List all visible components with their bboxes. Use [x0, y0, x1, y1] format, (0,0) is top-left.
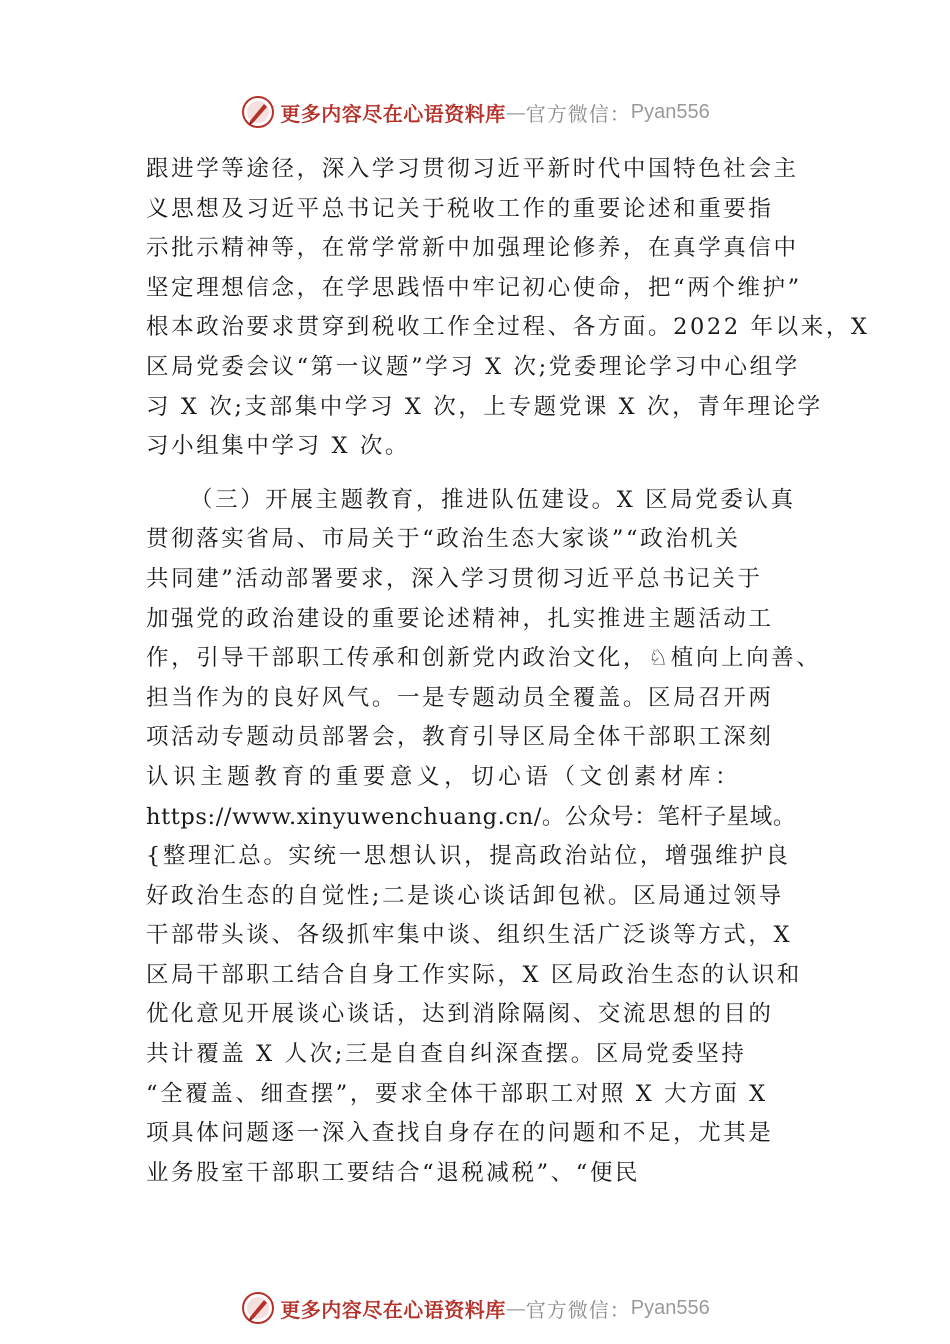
banner-site-text: 更多内容尽在心语资料库	[280, 1297, 506, 1322]
pen-logo-icon	[240, 1290, 276, 1326]
text-line: 业务股室干部职工要结合“退税减税”、“便民	[146, 1159, 641, 1186]
text-line: 区局党委会议“第一议题”学习 X 次;党委理论学习中心组学	[146, 353, 800, 380]
text-line: 作，引导干部职工传承和创新党内政治文化，♘植向上向善、	[146, 645, 822, 672]
document-body	[146, 150, 870, 1193]
paragraph-1	[146, 150, 870, 467]
text-line: 习 X 次;支部集中学习 X 次，上专题党课 X 次，青年理论学	[146, 393, 823, 420]
banner-dash: —	[505, 100, 526, 124]
banner-wechat-id: Pyan556	[630, 1296, 710, 1319]
text-line: 跟进学等途径，深入学习贯彻习近平新时代中国特色社会主	[146, 156, 799, 182]
text-line: 加强党的政治建设的重要论述精神，扎实推进主题活动工	[146, 605, 774, 632]
url-text-line: https://www.xinyuwenchuang.cn/。公众号：笔杆子星域。	[146, 803, 796, 830]
text-line: 示批示精神等，在常学常新中加强理论修养，在真学真信中	[146, 235, 799, 262]
banner-site-text: 更多内容尽在心语资料库	[280, 101, 506, 126]
text-line: 项具体问题逐一深入查找自身存在的问题和不足，尤其是	[146, 1120, 774, 1147]
banner-wechat-label: 官方微信：	[525, 1297, 631, 1322]
banner-wechat-id: Pyan556	[630, 100, 710, 123]
footer-banner	[0, 1288, 950, 1328]
text-line: 担当作为的良好风气。一是专题动员全覆盖。区局召开两	[146, 684, 774, 711]
paragraph-2	[146, 481, 822, 1194]
text-line: {整理汇总。实统一思想认识，提高政治站位，增强维护良	[146, 843, 791, 870]
banner-dash: —	[505, 1296, 526, 1320]
text-line: 共计覆盖 X 人次;三是自查自纠深查摆。区局党委坚持	[146, 1041, 747, 1068]
text-line: 好政治生态的自觉性;二是谈心谈话卸包袱。区局通过领导	[146, 882, 784, 909]
text-line: 优化意见开展谈心谈话，达到消除隔阂、交流思想的目的	[146, 1001, 774, 1028]
text-line: 认识主题教育的重要意义，切心语（文创素材库：	[146, 763, 743, 790]
text-line: 共同建”活动部署要求，深入学习贯彻习近平总书记关于	[146, 565, 763, 592]
text-line: 义思想及习近平总书记关于税收工作的重要论述和重要指	[146, 195, 774, 222]
text-line: 项活动专题动员部署会，教育引导区局全体干部职工深刻	[146, 724, 774, 751]
text-line: 区局干部职工结合自身工作实际，X 区局政治生态的认识和	[146, 961, 802, 988]
banner-wechat-label: 官方微信：	[525, 101, 631, 126]
text-line: “全覆盖、细查摆”，要求全体干部职工对照 X 大方面 X	[146, 1080, 768, 1107]
text-line: 干部带头谈、各级抓牢集中谈、组织生活广泛谈等方式，X	[146, 922, 793, 949]
header-banner	[0, 92, 950, 132]
text-line: （三）开展主题教育，推进队伍建设。X 区局党委认真	[190, 486, 796, 513]
pen-logo-icon	[240, 94, 276, 130]
text-line: 坚定理想信念，在学思践悟中牢记初心使命，把“两个维护”	[146, 274, 802, 301]
text-line: 习小组集中学习 X 次。	[146, 433, 411, 460]
text-line: 贯彻落实省局、市局关于“政治生态大家谈”“政治机关	[146, 526, 741, 553]
text-line: 根本政治要求贯穿到税收工作全过程、各方面。2022 年以来，X	[146, 314, 870, 341]
